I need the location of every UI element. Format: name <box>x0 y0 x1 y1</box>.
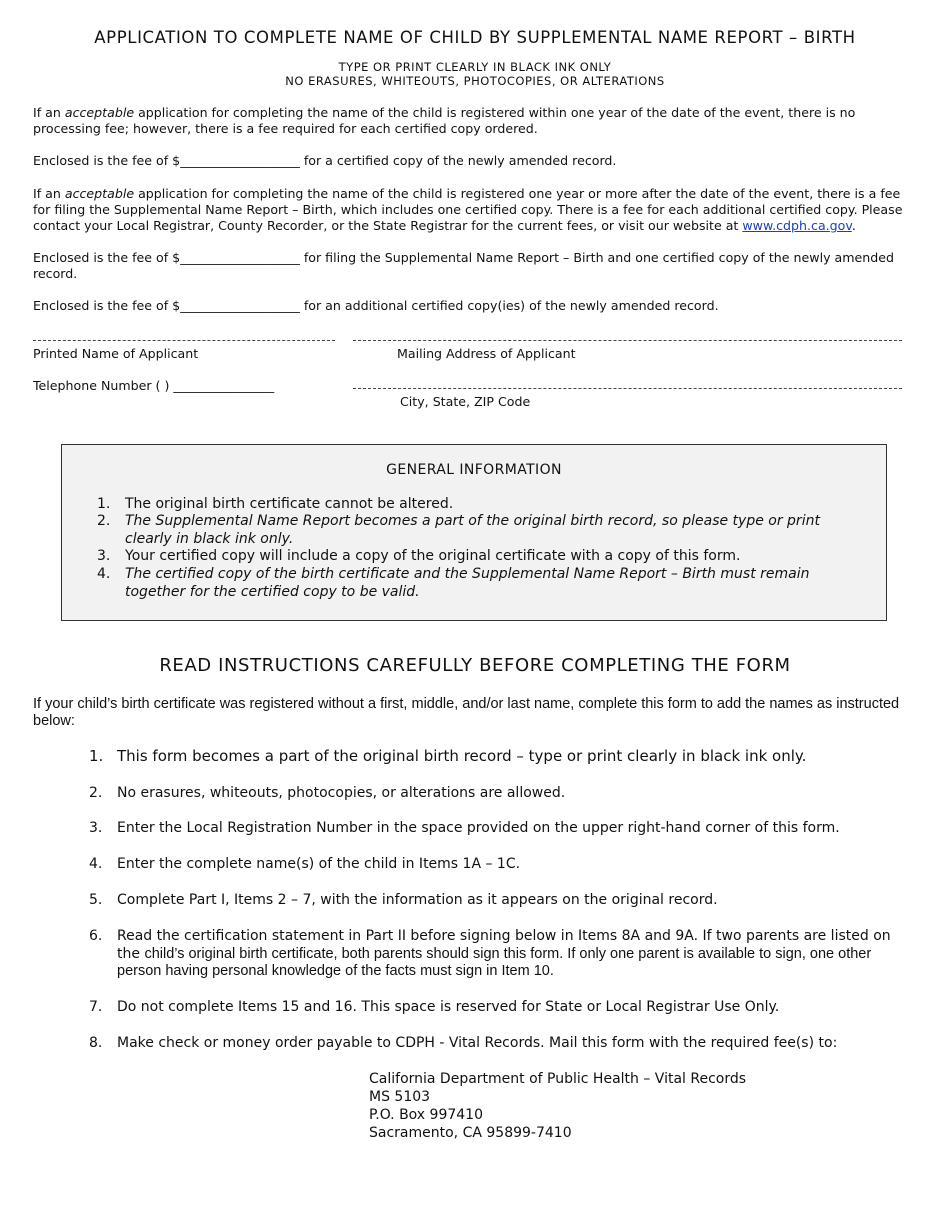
printed-name-label: Printed Name of Applicant <box>33 346 199 361</box>
fee-paragraph-1: If an acceptable application for completing the name of the child is registered within one year of the date of the event, there is no processing fee; however, there is a fee required for each certified copy ordered. <box>33 105 856 136</box>
form-title: APPLICATION TO COMPLETE NAME OF CHILD BY SUPPLEMENTAL NAME REPORT – BIRTH <box>94 28 856 47</box>
cdph-website-link[interactable]: www.cdph.ca.gov <box>742 218 852 233</box>
general-information-title: GENERAL INFORMATION <box>386 462 562 478</box>
document-page: APPLICATION TO COMPLETE NAME OF CHILD BY SUPPLEMENTAL NAME REPORT – BIRTH TYPE OR PRINT CLEARLY IN BLACK INK ONLY NO ERASURES, WHITEOUTS, PHOTOCOPIES, OR ALTERATIONS If an acceptable application for completing the name of the child is registered within one year of the date of the event, there is no processing fee; however, there is a fee required for each certified copy ordered. Enclosed is the fee of $___________________ for a certified copy of the newly amended record. If an acceptable application for completing the name of the child is registered one year or more after the date of the event, there is a fee for filing the Supplemental Name Report – Birth, which includes one certified copy. There is a fee for each additional certified copy. Please contact your Local Registrar, County Recorder, or the State Registrar for the current fees, or visit our website at www.cdph.ca.gov. Enclosed is the fee of $___________________ for filing the Supplemental Name Report – Birth and one certified copy of the newly amended record. Enclosed is the fee of $___________________ for an additional certified copy(ies) of the newly amended record. Printed Name of Applicant Mailing Address of Applicant Telephone Number ( ) ________________ City, State, ZIP Code GENERAL INFORMATION 1. The original birth certificate cannot be altered. 2. The Supplemental Name Report becomes a part of the original birth record, so please type or print clearly in black ink only. 3. Your certified copy will include a copy of the original certificate with a copy of this form. 4. The certified copy of the birth certificate and the Supplemental Name Report – Birth must remain together for the certified copy to be valid. READ INSTRUCTIONS CAREFULLY BEFORE COMPLETING THE FORM If your child’s birth certificate was registered without a first, middle, and/or last name, complete this form to add the names as instructed below: 1. This form becomes a part of the original birth record – type or print clearly in black ink only. 2. No erasures, whiteouts, photocopies, or alterations are allowed. 3. Enter the Local Registration Number in the space provided on the upper right-hand corner of this form. 4. Enter the complete name(s) of the child in Items 1A – 1C. 5. Complete Part I, Items 2 – 7, with the information as it appears on the original record. 6. Read the certification statement in Part II before signing below in Items 8A and 9A. If two parents are listed on the child’s original birth certificate, both parents should sign this form. If only one parent is available to sign, one other person having personal knowledge of the facts must sign in Item 10. 7. Do not complete Items 15 and 16. This space is reserved for State or Local Registrar Use Only. 8. Make check or money order payable to CDPH - Vital Records. Mail this form with the required fee(s) to: California Department of Public Health – Vital Records MS 5103 P.O. Box 997410 Sacramento, CA 95899-7410 <box>0 0 950 1230</box>
instructions-heading: READ INSTRUCTIONS CAREFULLY BEFORE COMPLETING THE FORM <box>159 655 791 676</box>
general-information-box: GENERAL INFORMATION 1. The original birth certificate cannot be altered. 2. The Supplemental Name Report becomes a part of the original birth record, so please type or print clearly in black ink only. 3. Your certified copy will include a copy of the original certificate with a copy of this form. 4. The certified copy of the birth certificate and the Supplemental Name Report – Birth must remain together for the certified copy to be valid. <box>61 444 887 621</box>
enclosed-fee-additional-copy[interactable]: Enclosed is the fee of $___________________ for an additional certified copy(ies) of the newly amended record. <box>33 298 719 313</box>
subtitle-no-erasures: NO ERASURES, WHITEOUTS, PHOTOCOPIES, OR ALTERATIONS <box>285 74 665 88</box>
enclosed-fee-filing[interactable]: Enclosed is the fee of $___________________ for filing the Supplemental Name Report – Birth and one certified copy of the newly amended record. <box>33 250 894 281</box>
address-line: Sacramento, CA 95899-7410 <box>369 1125 572 1141</box>
fee-paragraph-2: If an acceptable application for completing the name of the child is registered one year or more after the date of the event, there is a fee for filing the Supplemental Name Report – Birth, which includes one certified copy. There is a fee for each additional certified copy. Please contact your Local Registrar, County Recorder, or the State Registrar for the current fees, or visit our website at www.cdph.ca.gov. <box>33 186 903 233</box>
mailing-address-block <box>369 1070 746 1142</box>
city-state-zip-label: City, State, ZIP Code <box>400 394 531 409</box>
address-line: California Department of Public Health – Vital Records <box>369 1071 747 1087</box>
address-line: MS 5103 <box>369 1089 431 1105</box>
enclosed-fee-certified-copy[interactable]: Enclosed is the fee of $___________________ for a certified copy of the newly amended record. <box>33 153 617 168</box>
mailing-address-field[interactable] <box>353 340 902 341</box>
subtitle-ink: TYPE OR PRINT CLEARLY IN BLACK INK ONLY <box>338 60 612 74</box>
address-line: P.O. Box 997410 <box>369 1107 483 1123</box>
instructions-intro: If your child’s birth certificate was registered without a first, middle, and/or last name, complete this form to add the names as instructed below: <box>33 696 900 729</box>
telephone-field[interactable]: Telephone Number ( ) ________________ <box>33 378 275 393</box>
mailing-address-label: Mailing Address of Applicant <box>397 346 576 361</box>
printed-name-field[interactable] <box>33 340 335 341</box>
city-state-zip-field[interactable] <box>353 388 902 389</box>
